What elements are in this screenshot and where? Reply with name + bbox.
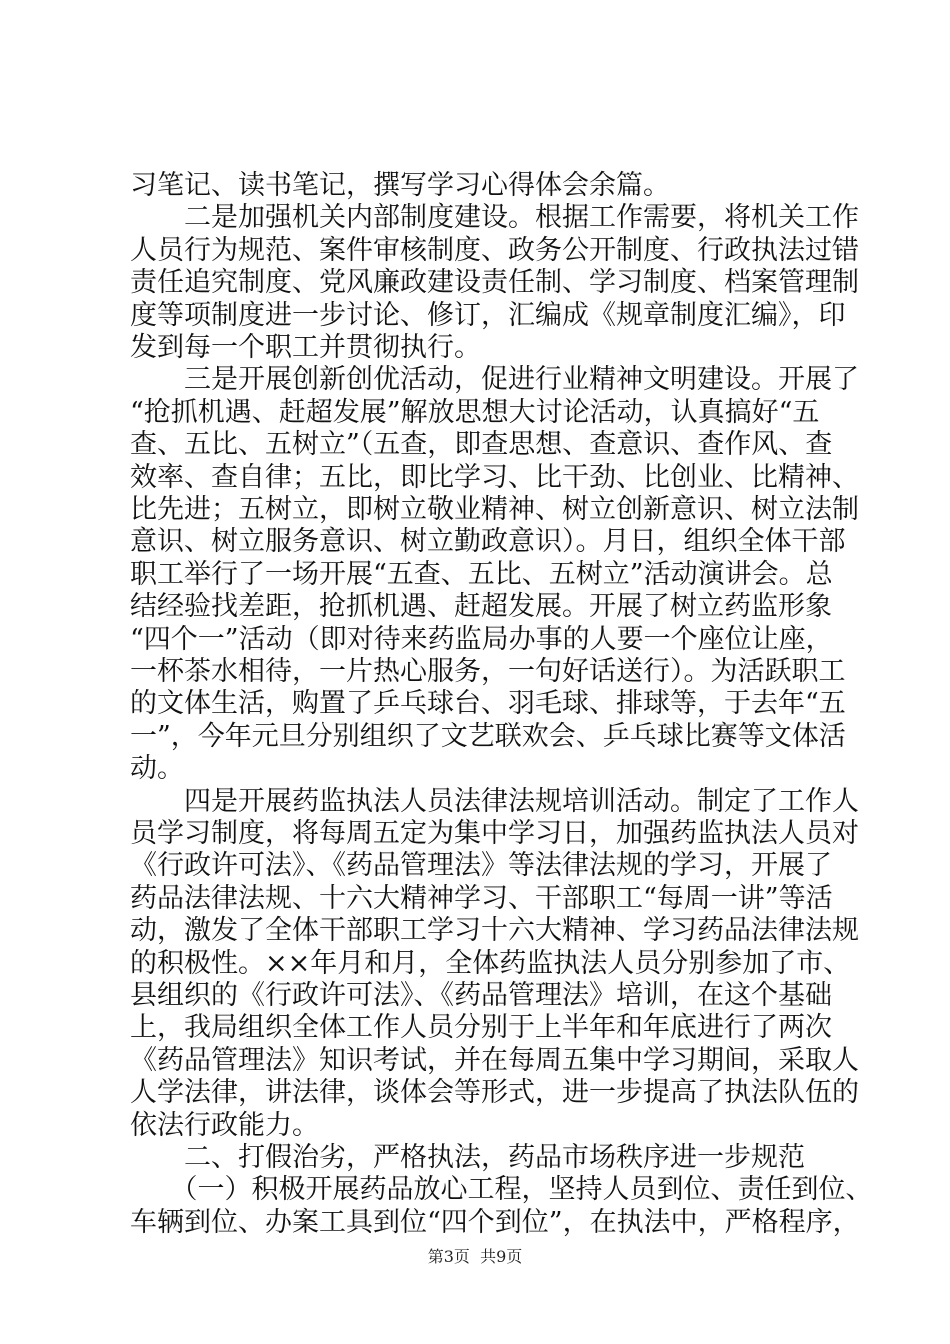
text-line: 人学法律，讲法律，谈体会等形式，进一步提高了执法队伍的 — [130, 1077, 859, 1109]
text-line: 《行政许可法》、《药品管理法》等法律法规的学习，开展了 — [130, 850, 832, 882]
text-line: 员学习制度，将每周五定为集中学习日，加强药监执法人员对 — [130, 818, 859, 849]
text-line: 查、五比、五树立”（五查，即查思想、查意识、查作风、查 — [130, 429, 833, 461]
text-line: 一杯茶水相待，一片热心服务，一句好话送行）。为活跃职工 — [130, 656, 846, 687]
text-line: 结经验找差距，抢抓机遇、赶超发展。开展了树立药监形象 — [130, 591, 832, 623]
text-line: 一”，今年元旦分别组织了文艺联欢会、乒乓球比赛等文体活 — [130, 720, 846, 752]
text-line: 二、打假治劣，严格执法，药品市场秩序进一步规范 — [130, 1142, 805, 1173]
text-line: “四个一”活动（即对待来药监局办事的人要一个座位让座， — [130, 623, 833, 655]
text-line: 二是加强机关内部制度建设。根据工作需要，将机关工作 — [130, 202, 859, 234]
text-line: 动，激发了全体干部职工学习十六大精神、学习药品法律法规 — [130, 915, 859, 947]
text-line: 依法行政能力。 — [130, 1109, 319, 1141]
text-line: 三是开展创新创优活动，促进行业精神文明建设。开展了 — [130, 364, 859, 396]
text-line: 度等项制度进一步讨论、修订，汇编成《规章制度汇编》，印 — [130, 299, 846, 331]
text-line: 责任追究制度、党风廉政建设责任制、学习制度、档案管理制 — [130, 267, 859, 299]
text-line: 效率、查自律；五比，即比学习、比干劲、比创业、比精神、 — [130, 461, 859, 493]
text-line: 人员行为规范、案件审核制度、政务公开制度、行政执法过错 — [130, 234, 859, 266]
text-line: 动。 — [130, 753, 184, 785]
text-line: “抢抓机遇、赶超发展”解放思想大讨论活动，认真搞好“五 — [130, 396, 820, 428]
text-line: 的文体生活，购置了乒乓球台、羽毛球、排球等，于去年“五 — [130, 688, 846, 720]
text-line: 比先进；五树立，即树立敬业精神、树立创新意识、树立法制 — [130, 494, 859, 525]
text-line: 职工举行了一场开展“五查、五比、五树立”活动演讲会。总 — [130, 558, 833, 590]
text-line: 上，我局组织全体工作人员分别于上半年和年底进行了两次 — [130, 1012, 832, 1044]
text-line: 意识、树立服务意识、树立勤政意识）。月日，组织全体干部 — [130, 526, 846, 558]
text-line: 县组织的《行政许可法》、《药品管理法》培训，在这个基础 — [130, 980, 832, 1011]
text-line: （一）积极开展药品放心工程，坚持人员到位、责任到位、 — [130, 1174, 873, 1206]
text-line: 发到每一个职工并贯彻执行。 — [130, 332, 481, 363]
text-line: 药品法律法规、十六大精神学习、干部职工“每周一讲”等活 — [130, 882, 833, 914]
text-line: 习笔记、读书笔记，撰写学习心得体会余篇。 — [130, 170, 670, 201]
text-line: 车辆到位、办案工具到位“四个到位”，在执法中，严格程序， — [130, 1206, 860, 1238]
text-line: 四是开展药监执法人员法律法规培训活动。制定了工作人 — [130, 785, 859, 817]
text-line: 《药品管理法》知识考试，并在每周五集中学习期间，采取人 — [130, 1044, 859, 1076]
text-line: 的积极性。××年月和月，全体药监执法人员分别参加了市、 — [130, 947, 851, 979]
page-footer: 第3页 共9页 — [427, 1247, 523, 1266]
